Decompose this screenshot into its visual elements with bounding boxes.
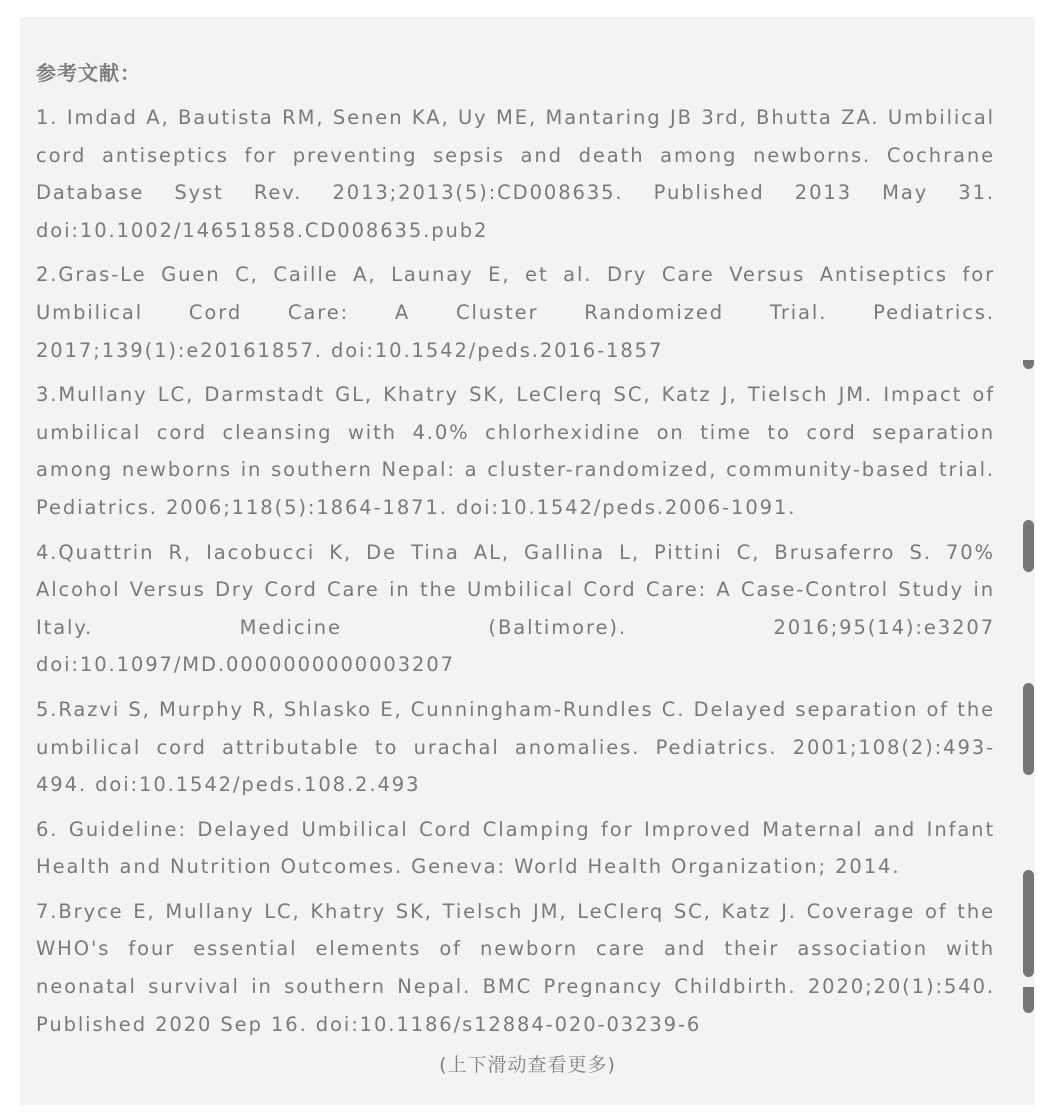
reference-item-1: 1. Imdad A, Bautista RM, Senen KA, Uy ME, Mantaring JB 3rd, Bhutta ZA. Umbilical cord antiseptics for preventing sepsis and death among newborns. Cochrane Database Syst Rev. 2013;2013(5):CD008635. Published 2013 May 31. doi:10.1002/14651858.CD008635.pub2 bbox=[36, 106, 995, 242]
reference-item-3: 3.Mullany LC, Darmstadt GL, Khatry SK, LeClerq SC, Katz J, Tielsch JM. Impact of umbilical cord cleansing with 4.0% chlorhexidine on time to cord separation among newborns in southern Nepal: a cluster-randomized, community-based trial. Pediatrics. 2006;118(5):1864-1871. doi:10.1542/peds.2006-1091. bbox=[36, 383, 995, 519]
scrollbar-thumb-4[interactable] bbox=[1023, 870, 1034, 977]
reference-item-7: 7.Bryce E, Mullany LC, Khatry SK, Tielsch JM, LeClerq SC, Katz J. Coverage of the WHO's four essential elements of newborn care and their association with neonatal survival in southern Nepal. BMC Pregnancy Childbirth. 2020;20(1):540. Published 2020 Sep 16. doi:10.1186/s12884-020-03239-6 bbox=[36, 899, 995, 1036]
scroll-hint: (上下滑动查看更多) bbox=[439, 1054, 616, 1076]
scrollbar-thumb-1[interactable] bbox=[1023, 360, 1034, 369]
reference-item-4: 4.Quattrin R, Iacobucci K, De Tina AL, Gallina L, Pittini C, Brusaferro S. 70% Alcohol Versus Dry Cord Care in the Umbilical Cord Care: A Case-Control Study in Italy. Medicine (Baltimore). 2016;95(14):e3207 doi:10.1097/MD.0000000000003207 bbox=[36, 540, 995, 677]
references-heading: 参考文献： bbox=[36, 61, 141, 85]
references-panel[interactable] bbox=[20, 17, 1035, 1105]
references-content bbox=[36, 57, 995, 1050]
scrollbar-thumb-2[interactable] bbox=[1023, 520, 1034, 572]
scrollbar-thumb-3[interactable] bbox=[1023, 683, 1034, 775]
reference-item-6: 6. Guideline: Delayed Umbilical Cord Clamping for Improved Maternal and Infant Health and Nutrition Outcomes. Geneva: World Health Organization; 2014. bbox=[36, 817, 995, 879]
reference-item-2: 2.Gras-Le Guen C, Caille A, Launay E, et al. Dry Care Versus Antiseptics for Umbilical Cord Care: A Cluster Randomized Trial. Pediatrics. 2017;139(1):e20161857. doi:10.1542/peds.2016-1857 bbox=[36, 263, 995, 362]
reference-item-5: 5.Razvi S, Murphy R, Shlasko E, Cunningham-Rundles C. Delayed separation of the umbilical cord attributable to urachal anomalies. Pediatrics. 2001;108(2):493-494. doi:10.1542/peds.108.2.493 bbox=[36, 697, 995, 797]
scrollbar-thumb-5[interactable] bbox=[1023, 987, 1034, 1013]
